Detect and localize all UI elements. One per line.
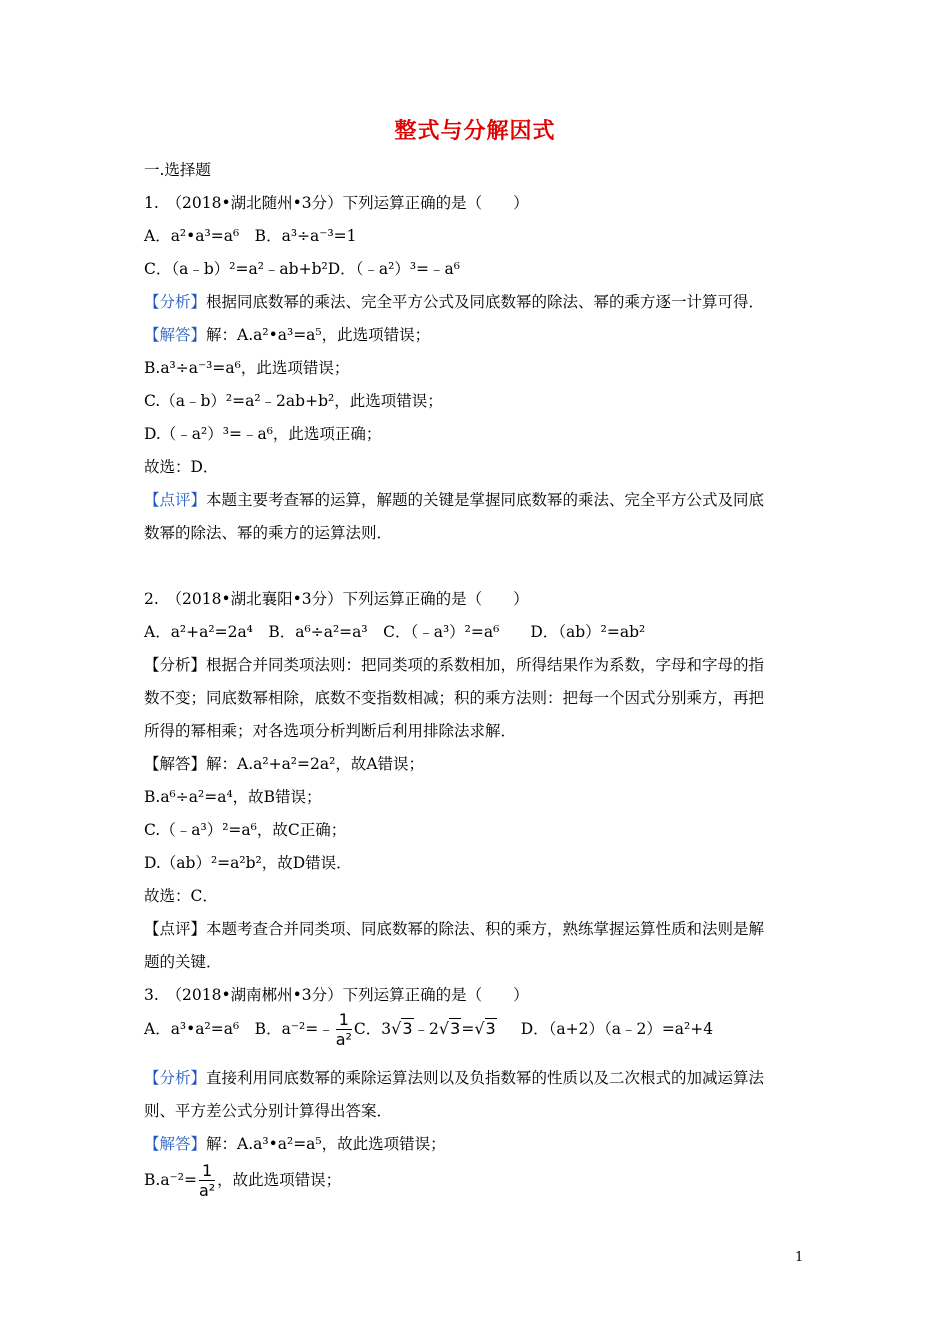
q3-option-a-b: A．a³•a²=a⁶ B．a⁻²=﹣: [144, 1020, 334, 1038]
q2-comment-1: 【点评】本题考查合并同类项、同底数幂的除法、积的乘方，熟练掌握运算性质和法则是解: [144, 920, 765, 938]
fraction: [336, 1011, 352, 1050]
q1-stem: 1. （2018•湖北随州•3分）下列运算正确的是（ ）: [144, 194, 529, 212]
q1-answer-a: [144, 325, 814, 345]
fraction: [199, 1162, 215, 1201]
q2-answer-a: 【解答】解：A.a²+a²=2a²，故A错误；: [144, 755, 425, 773]
sqrt-term-2: √3: [438, 1019, 461, 1038]
fraction-numerator: 1: [338, 1009, 349, 1029]
q3-option-c-minus: ﹣2: [413, 1020, 439, 1038]
q3-answer-a: [144, 1134, 814, 1154]
q2-options: A．a²+a²=2a⁴ B．a⁶÷a²=a³ C．（﹣a³）²=a⁶ D．（ab）²=ab²: [144, 623, 646, 641]
q3-analysis: [144, 1068, 814, 1088]
q1-answer-b: B.a³÷a⁻³=a⁶，此选项错误；: [144, 359, 350, 377]
analysis-tag: 【分析】: [144, 293, 207, 311]
fraction-numerator: 1: [201, 1160, 213, 1180]
q2-comment-2: 题的关键．: [144, 953, 222, 971]
q3-stem: 3. （2018•湖南郴州•3分）下列运算正确的是（ ）: [144, 986, 529, 1004]
q2-choice: 故选：C．: [144, 887, 218, 905]
q1-options-ab: A．a²•a³=a⁶ B．a³÷a⁻³=1: [144, 227, 357, 245]
answer-b-prefix: B.a⁻²=: [144, 1171, 197, 1189]
answer-tag: 【解答】: [144, 326, 207, 344]
q2-analysis-2: 数不变；同底数幂相除，底数不变指数相减；积的乘方法则：把每一个因式分别乘方，再把: [144, 689, 765, 707]
q1-answer-d: D.（﹣a²）³=﹣a⁶，此选项正确；: [144, 425, 382, 443]
q1-choice: 故选：D．: [144, 458, 219, 476]
equals-sign: =: [461, 1020, 475, 1038]
answer-tag: 【解答】: [144, 1135, 207, 1153]
answer-b-suffix: ，故此选项错误；: [217, 1171, 342, 1189]
analysis-text: 根据同底数幂的乘法、完全平方公式及同底数幂的除法、幂的乘方逐一计算可得．: [206, 293, 765, 311]
answer-text: 解：A.a³•a²=a⁵，故此选项错误；: [206, 1135, 446, 1153]
q3-answer-b: [144, 1160, 814, 1201]
page-title: 整式与分解因式: [394, 119, 556, 144]
q3-analysis-cont: 则、平方差公式分别计算得出答案．: [144, 1102, 393, 1120]
q3-option-d: D．（a+2）（a﹣2）=a²+4: [520, 1020, 714, 1038]
q1-analysis: [144, 292, 814, 312]
q1-comment: [144, 490, 814, 510]
section-heading: 一.选择题: [144, 161, 211, 179]
comment-text: 本题主要考查幂的运算，解题的关键是掌握同底数幂的乘法、完全平方公式及同底: [206, 491, 765, 509]
q2-analysis-1: 【分析】根据合并同类项法则：把同类项的系数相加，所得结果作为系数，字母和字母的指: [144, 656, 765, 674]
analysis-tag: 【分析】: [144, 1069, 207, 1087]
fraction-denominator: a²: [335, 1029, 352, 1049]
fraction-denominator: a²: [198, 1180, 216, 1200]
radicand: 3: [402, 1019, 413, 1038]
q3-option-c-label: C．3: [353, 1020, 392, 1038]
q2-analysis-3: 所得的幂相乘；对各选项分析判断后利用排除法求解．: [144, 722, 517, 740]
radicand: 3: [450, 1019, 461, 1038]
q1-answer-c: C.（a﹣b）²=a²﹣2ab+b²，此选项错误；: [144, 392, 443, 410]
answer-text: 解：A.a²•a³=a⁵，此选项错误；: [206, 326, 431, 344]
q2-stem: 2. （2018•湖北襄阳•3分）下列运算正确的是（ ）: [144, 590, 529, 608]
page-number: 1: [795, 1250, 804, 1265]
comment-tag: 【点评】: [144, 491, 207, 509]
sqrt-term-3: √3: [474, 1019, 496, 1038]
radicand: 3: [485, 1019, 496, 1038]
q1-options-cd: C．（a﹣b）²=a²﹣ab+b²D．（﹣a²）³=﹣a⁶: [144, 260, 461, 278]
q1-comment-cont: 数幂的除法、幂的乘方的运算法则．: [144, 524, 393, 542]
sqrt-term-1: √3: [391, 1019, 413, 1038]
q2-answer-d: D.（ab）²=a²b²，故D错误．: [144, 854, 352, 872]
q2-answer-b: B.a⁶÷a²=a⁴，故B错误；: [144, 788, 322, 806]
analysis-text: 直接利用同底数幂的乘除运算法则以及负指数幂的性质以及二次根式的加减运算法: [206, 1069, 765, 1087]
q3-options: [144, 1009, 814, 1050]
q2-answer-c: C.（﹣a³）²=a⁶，故C正确；: [144, 821, 347, 839]
